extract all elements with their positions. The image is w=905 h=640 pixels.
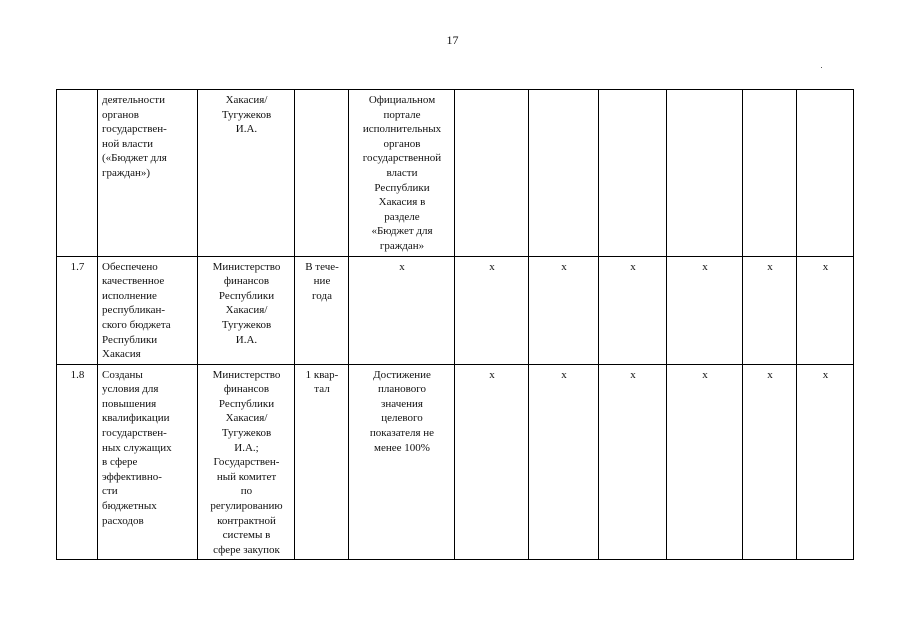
mark-cell: x bbox=[743, 256, 797, 364]
event-cell-line: деятельности bbox=[102, 94, 165, 106]
table-row bbox=[57, 90, 854, 257]
event-cell-line: в сфере bbox=[102, 456, 138, 469]
responsible-cell-line: финансов bbox=[223, 275, 270, 288]
event-cell-line: Созданы bbox=[102, 368, 143, 381]
scan-speck bbox=[821, 67, 822, 68]
event-cell-line: расходов bbox=[102, 514, 144, 527]
responsible-cell-line: Тугужеков bbox=[221, 427, 272, 440]
table-row bbox=[57, 364, 854, 560]
event-cell-line: бюджетных bbox=[102, 500, 157, 513]
row-number-cell: 1.8 bbox=[57, 364, 98, 560]
mark-cell: x bbox=[797, 256, 854, 364]
row-number-cell: 1.7 bbox=[57, 256, 98, 364]
mark-cell bbox=[667, 90, 743, 257]
event-cell-line: («Бюджет для bbox=[102, 152, 167, 165]
result-cell-line: показателя не bbox=[369, 427, 435, 440]
table-row bbox=[57, 256, 854, 364]
event-cell-line: условия для bbox=[102, 383, 159, 396]
page-number: 17 bbox=[446, 33, 459, 47]
event-cell-line: ной власти bbox=[102, 137, 154, 150]
term-cell-line: 1 квар- bbox=[305, 368, 339, 381]
event-cell-line: государствен- bbox=[102, 427, 167, 440]
responsible-cell-line: Республики bbox=[218, 397, 275, 410]
event-cell-line: исполнение bbox=[102, 289, 157, 302]
mark-cell: x bbox=[667, 364, 743, 560]
result-cell-line: Достижение bbox=[373, 368, 431, 381]
result-cell-line: целевого bbox=[381, 412, 423, 425]
mark-cell: x bbox=[529, 256, 599, 364]
result-cell-line: органов bbox=[383, 137, 421, 150]
result-cell-line: власти bbox=[386, 166, 418, 179]
responsible-cell-line: Хакасия/ bbox=[225, 412, 268, 425]
event-cell-line: эффективно- bbox=[102, 470, 162, 483]
result-cell-line: разделе bbox=[384, 210, 420, 223]
result-cell-line: менее 100% bbox=[374, 441, 430, 454]
term-cell bbox=[295, 364, 349, 560]
term-cell bbox=[295, 256, 349, 364]
result-cell-line: планового bbox=[377, 383, 426, 396]
event-cell-line: квалификации bbox=[102, 412, 170, 425]
result-cell-line: Республики bbox=[374, 181, 430, 194]
result-cell-line: значения bbox=[381, 397, 423, 410]
event-cell-line: органов bbox=[102, 108, 139, 121]
event-cell-line: ных служащих bbox=[102, 441, 172, 454]
responsible-cell-line: Государствен- bbox=[213, 456, 280, 469]
responsible-cell-line: Хакасия/ bbox=[225, 304, 268, 317]
event-cell bbox=[98, 256, 198, 364]
mark-cell: x bbox=[455, 256, 529, 364]
result-cell bbox=[349, 256, 455, 364]
mark-cell: x bbox=[455, 364, 529, 560]
table-body bbox=[57, 90, 854, 560]
event-cell-line: Обеспечено bbox=[102, 260, 158, 273]
responsible-cell bbox=[198, 364, 295, 560]
responsible-cell-line: ный комитет bbox=[216, 470, 277, 483]
responsible-cell-line: Тугужеков bbox=[221, 108, 272, 121]
responsible-cell-line: Хакасия/ bbox=[225, 94, 268, 106]
mark-cell bbox=[797, 90, 854, 257]
event-cell-line: республикан- bbox=[102, 304, 166, 317]
responsible-cell-line: Министерство bbox=[212, 368, 281, 381]
result-cell-line: Хакасия в bbox=[378, 196, 426, 209]
event-cell-line: качественное bbox=[102, 275, 165, 288]
responsible-cell bbox=[198, 90, 295, 257]
event-cell-line: Республики bbox=[102, 333, 158, 346]
event-cell-line: государствен- bbox=[102, 123, 167, 136]
responsible-cell-line: регулированию bbox=[210, 500, 283, 513]
mark-cell: x bbox=[667, 256, 743, 364]
result-cell-line: граждан» bbox=[379, 239, 425, 252]
term-cell-line: тал bbox=[314, 383, 330, 396]
responsible-cell-line: И.А. bbox=[235, 333, 258, 346]
mark-cell: x bbox=[599, 364, 667, 560]
mark-cell: x bbox=[797, 364, 854, 560]
mark-cell bbox=[455, 90, 529, 257]
mark-cell: x bbox=[743, 364, 797, 560]
mark-cell: x bbox=[529, 364, 599, 560]
result-cell-line: исполнительных bbox=[362, 123, 442, 136]
mark-cell bbox=[599, 90, 667, 257]
result-cell-line: портале bbox=[383, 108, 421, 121]
event-cell-line: сти bbox=[102, 485, 118, 498]
mark-cell bbox=[529, 90, 599, 257]
responsible-cell-line: И.А. bbox=[235, 123, 258, 136]
responsible-cell-line: по bbox=[240, 485, 253, 498]
result-cell-line: государственной bbox=[362, 152, 442, 165]
event-cell-line: граждан») bbox=[102, 166, 151, 179]
result-cell bbox=[349, 90, 455, 257]
event-cell-line: ского бюджета bbox=[102, 318, 171, 331]
responsible-cell-line: Республики bbox=[218, 289, 275, 302]
mark-cell: x bbox=[599, 256, 667, 364]
result-cell bbox=[349, 364, 455, 560]
result-cell-line: «Бюджет для bbox=[371, 225, 433, 238]
responsible-cell bbox=[198, 256, 295, 364]
term-cell-line: ние bbox=[313, 275, 331, 288]
event-cell-line: повышения bbox=[102, 397, 157, 410]
responsible-cell-line: контрактной bbox=[217, 514, 276, 527]
plan-table bbox=[56, 89, 854, 560]
responsible-cell-line: финансов bbox=[223, 383, 270, 396]
responsible-cell-line: сфере закупок bbox=[213, 543, 280, 556]
responsible-cell-line: Тугужеков bbox=[221, 318, 272, 331]
term-cell-line: года bbox=[312, 289, 332, 302]
row-number-cell bbox=[57, 90, 98, 257]
responsible-cell-line: Министерство bbox=[212, 260, 281, 273]
event-cell-line: Хакасия bbox=[102, 348, 141, 361]
term-cell-line: В тече- bbox=[305, 260, 339, 273]
result-cell-line: x bbox=[399, 260, 405, 273]
responsible-cell-line: И.А.; bbox=[234, 441, 259, 454]
responsible-cell-line: системы в bbox=[222, 529, 271, 542]
term-cell bbox=[295, 90, 349, 257]
mark-cell bbox=[743, 90, 797, 257]
result-cell-line: Официальном bbox=[368, 94, 436, 106]
event-cell bbox=[98, 364, 198, 560]
event-cell bbox=[98, 90, 198, 257]
